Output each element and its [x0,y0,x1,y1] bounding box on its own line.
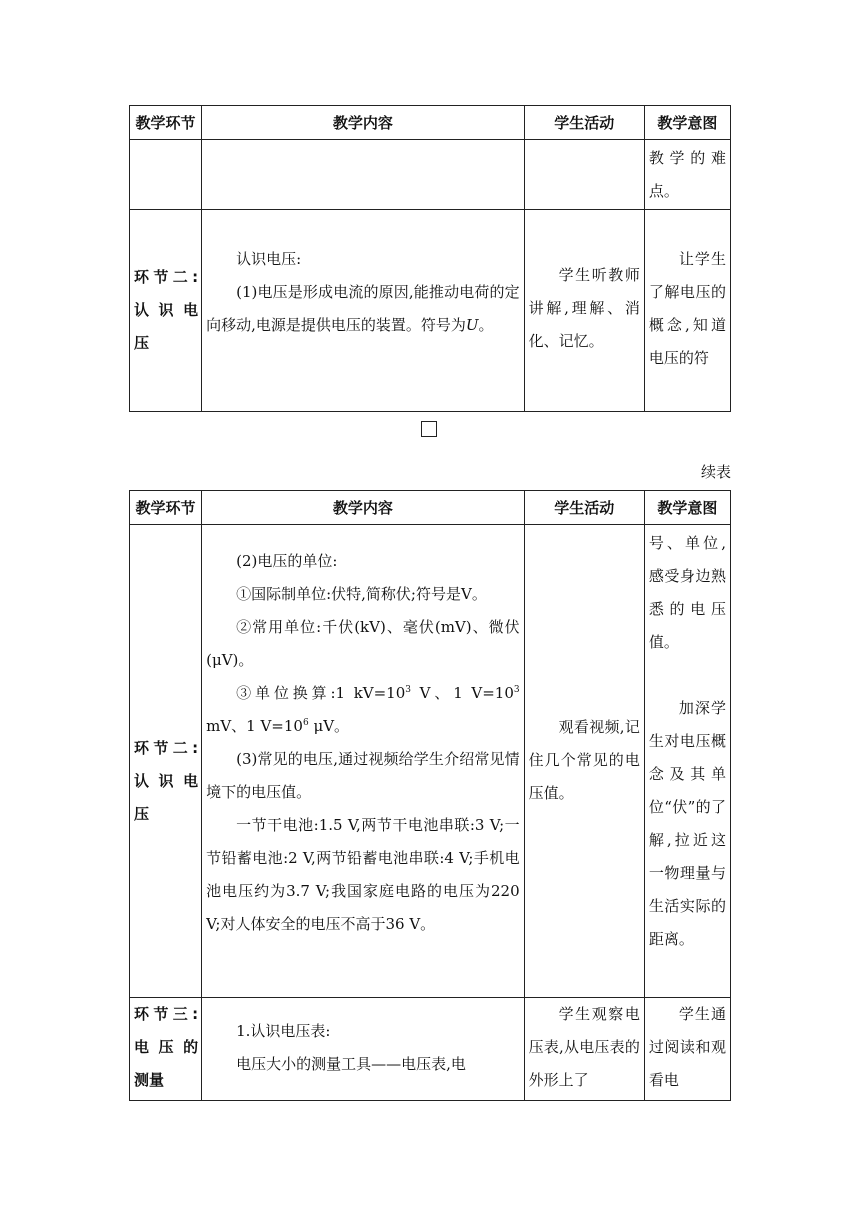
table-header-row [130,106,731,140]
table-header-row [130,491,731,525]
section-cell: 环节三: 电压的 测量 [130,998,202,1101]
table-row [130,525,731,998]
content-cell: 1.认识电压表: 电压大小的测量工具——电压表,电 [202,998,525,1101]
header-content: 教学内容 [202,106,525,140]
table-row [130,140,731,210]
intent-cell: 号、单位,感受身边熟悉的电压值。 加深学生对电压概念及其单位“伏”的了解,拉近这一物理量与生活实际的距离。 [644,525,730,998]
lesson-table-1 [129,105,731,412]
activity-cell: 学生观察电压表,从电压表的外形上了 [524,998,644,1101]
table-row [130,210,731,412]
header-section: 教学环节 [130,491,202,525]
unit-conversion: ③单位换算:1 $kV=10^3$ V、1 $V=10^3$ mV、1 $V=10^6$ μV。 [206,684,520,735]
content-cell: (2)电压的单位: ①国际制单位:伏特,简称伏;符号是V。 ②常用单位:千伏(kV)、毫伏(mV)、微伏(μV)。 ③单位换算:1 $kV=10^3$ V、1 $V=10^3$ mV、1 $V=10^6$ μV。 (3)常见的电压,通过视频给学生介绍常见情境下的电压值。 一节干电池:1.5 V,两节干电池串联:3 V;一节铅蓄电池:2 V,两节铅蓄电池串联:4 V;手机电池电压约为3.7 V;我国家庭电路的电压为220 V;对人体安全的电压不高于36 V。 [202,525,525,998]
voltage-definition: (1)电压是形成电流的原因,能推动电荷的定向移动,电源是提供电压的装置。符号为U。 [206,283,520,334]
content-cell: 认识电压: (1)电压是形成电流的原因,能推动电荷的定向移动,电源是提供电压的装置。符号为U。 [202,210,525,412]
header-activity: 学生活动 [524,106,644,140]
activity-cell: 学生听教师讲解,理解、消化、记忆。 [524,210,644,412]
header-activity: 学生活动 [524,491,644,525]
activity-cell: 观看视频,记住几个常见的电压值。 [524,525,644,998]
intent-cell: 学生通过阅读和观看电 [644,998,730,1101]
intent-cell: 让学生了解电压的概念,知道电压的符 [644,210,730,412]
continued-label: 续表 [700,463,731,481]
table-row [130,998,731,1101]
header-content: 教学内容 [202,491,525,525]
header-section: 教学环节 [130,106,202,140]
section-cell: 环节二: 认识电 压 [130,210,202,412]
header-intent: 教学意图 [644,106,730,140]
header-intent: 教学意图 [644,491,730,525]
section-cell: 环节二: 认识电 压 [130,525,202,998]
checkbox-marker [421,421,437,437]
intent-cell: 教学的难 点。 [644,140,730,210]
lesson-table-2 [129,490,731,1101]
